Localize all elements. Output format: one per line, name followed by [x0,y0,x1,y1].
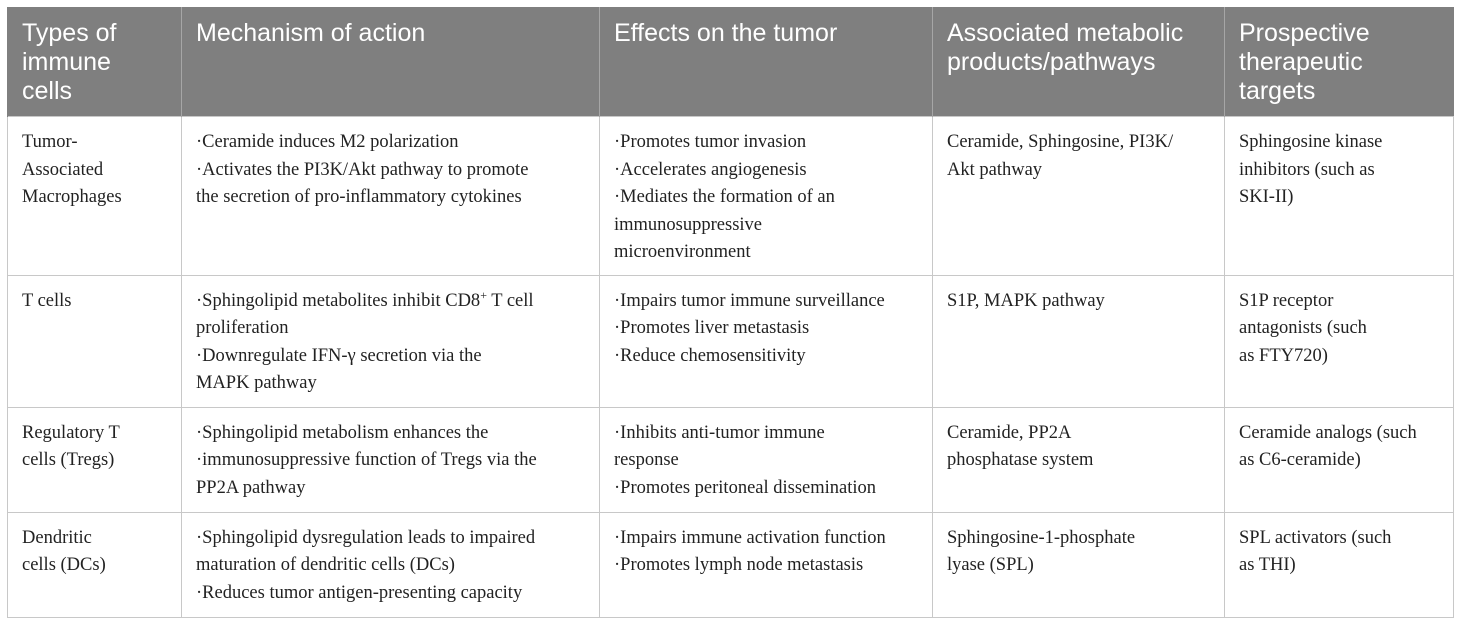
cell-cell-type: T cells [8,275,182,407]
cell-effects: ·Impairs immune activation function ·Promotes lymph node metastasis [600,512,933,617]
cell-effects: ·Promotes tumor invasion ·Accelerates angiogenesis ·Mediates the formation of an immunosuppressive microenvironment [600,117,933,276]
header-metabolic-pathways: Associated metabolic products/pathways [933,7,1225,117]
immune-cells-table [7,7,1454,618]
cell-metabolic: Sphingosine-1-phosphate lyase (SPL) [933,512,1225,617]
cell-targets: Ceramide analogs (such as C6-ceramide) [1225,407,1454,512]
cell-effects: ·Inhibits anti-tumor immune response ·Promotes peritoneal dissemination [600,407,933,512]
cell-mechanism: ·Sphingolipid metabolism enhances the ·immunosuppressive function of Tregs via the PP2A pathway [182,407,600,512]
cell-cell-type: Regulatory T cells (Tregs) [8,407,182,512]
header-row [8,7,1454,117]
header-immune-cell-types: Types of immune cells [8,7,182,117]
header-therapeutic-targets: Prospective therapeutic targets [1225,7,1454,117]
table-row [8,512,1454,617]
cell-effects: ·Impairs tumor immune surveillance ·Promotes liver metastasis ·Reduce chemosensitivity [600,275,933,407]
header-effects: Effects on the tumor [600,7,933,117]
table-row [8,117,1454,276]
cell-targets: Sphingosine kinase inhibitors (such as SKI-II) [1225,117,1454,276]
cell-cell-type: Dendritic cells (DCs) [8,512,182,617]
cell-metabolic: Ceramide, Sphingosine, PI3K/ Akt pathway [933,117,1225,276]
cell-mechanism: ·Sphingolipid metabolites inhibit CD8+ T cell proliferation ·Downregulate IFN-γ secretion via the MAPK pathway [182,275,600,407]
cell-mechanism: ·Ceramide induces M2 polarization ·Activates the PI3K/Akt pathway to promote the secretion of pro-inflammatory cytokines [182,117,600,276]
cell-targets: S1P receptor antagonists (such as FTY720) [1225,275,1454,407]
cell-metabolic: S1P, MAPK pathway [933,275,1225,407]
header-mechanism: Mechanism of action [182,7,600,117]
immune-cells-table-container [7,7,1453,618]
cell-metabolic: Ceramide, PP2A phosphatase system [933,407,1225,512]
cell-mechanism: ·Sphingolipid dysregulation leads to impaired maturation of dendritic cells (DCs) ·Reduces tumor antigen-presenting capacity [182,512,600,617]
cell-cell-type: Tumor- Associated Macrophages [8,117,182,276]
table-row [8,275,1454,407]
table-row [8,407,1454,512]
cell-targets: SPL activators (such as THI) [1225,512,1454,617]
